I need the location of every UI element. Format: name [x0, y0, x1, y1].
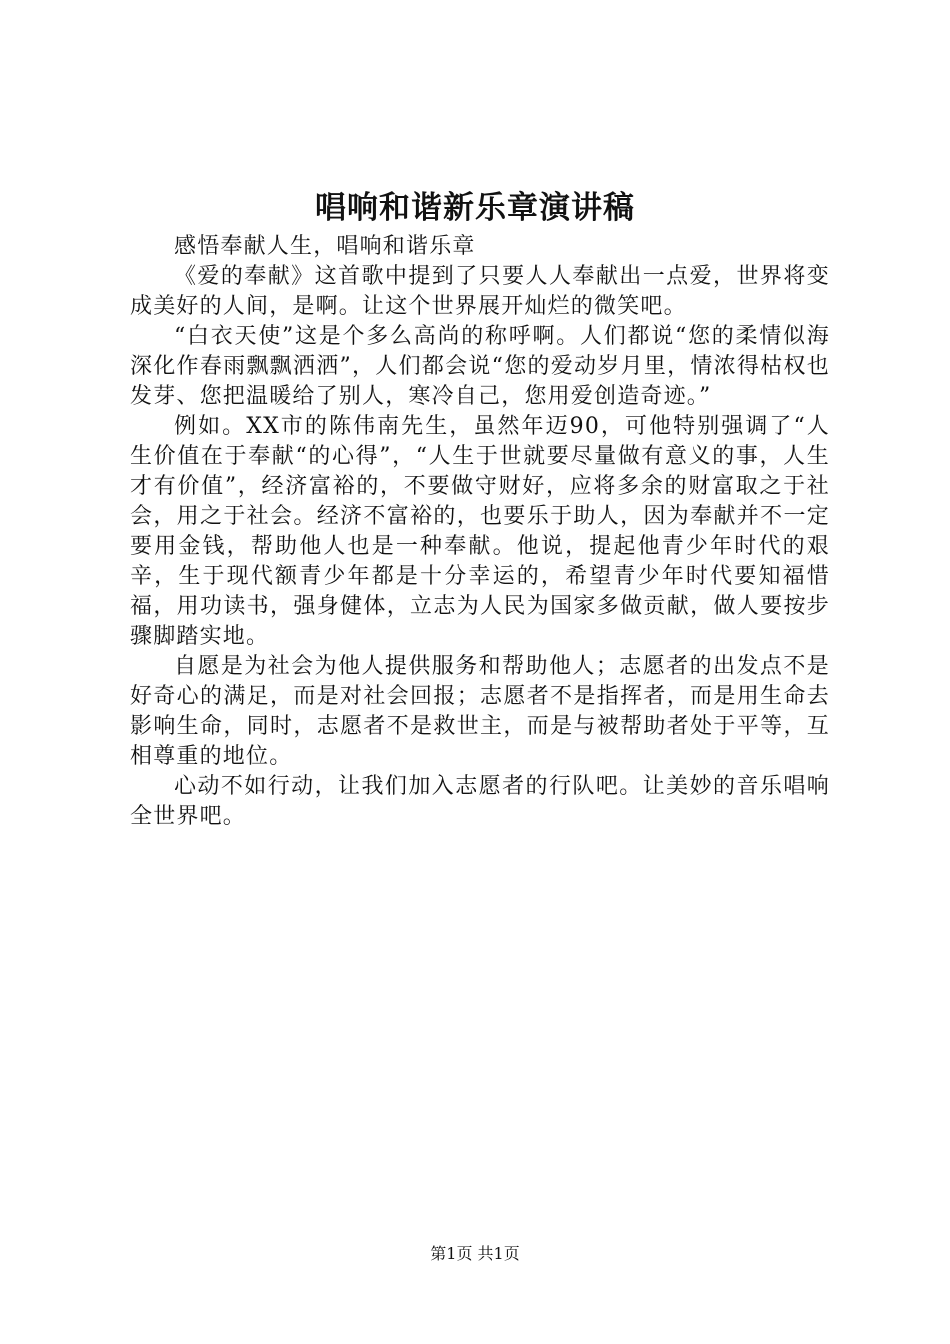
- paragraph-2: “白衣天使”这是个多么高尚的称呼啊。人们都说“您的柔情似海深化作春雨飘飘洒洒”，人们都会说“您的爱动岁月里，情浓得枯权也发芽、您把温暖给了别人，寒冷自己，您用爱创造奇迹。”: [130, 324, 830, 409]
- page-footer: 第1页 共1页: [430, 1244, 520, 1263]
- paragraph-5: 心动不如行动，让我们加入志愿者的行队吧。让美妙的音乐唱响全世界吧。: [130, 774, 830, 829]
- paragraph-1: 《爱的奉献》这首歌中提到了只要人人奉献出一点爱，世界将变成美好的人间，是啊。让这个世界展开灿烂的微笑吧。: [130, 264, 830, 319]
- document-body: [130, 232, 830, 832]
- paragraph-4: 自愿是为社会为他人提供服务和帮助他人；志愿者的出发点不是好奇心的满足，而是对社会回报；志愿者不是指挥者，而是用生命去影响生命，同时，志愿者不是救世主，而是与被帮助者处于平等，互相尊重的地位。: [130, 654, 830, 769]
- paragraph-subtitle: 感悟奉献人生，唱响和谐乐章: [174, 234, 476, 259]
- paragraph-3: 例如。XX市的陈伟南先生，虽然年迈90，可他特别强调了“人生价值在于奉献“的心得”，“人生于世就要尽量做有意义的事，人生才有价值”，经济富裕的，不要做守财好，应将多余的财富取之于社会，用之于社会。经济不富裕的，也要乐于助人，因为奉献并不一定要用金钱，帮助他人也是一种奉献。他说，提起他青少年时代的艰辛，生于现代额青少年都是十分幸运的，希望青少年时代要知福惜福，用功读书，强身健体，立志为人民为国家多做贡献，做人要按步骤脚踏实地。: [130, 414, 830, 649]
- document-title: 唱响和谐新乐章演讲稿: [315, 190, 635, 226]
